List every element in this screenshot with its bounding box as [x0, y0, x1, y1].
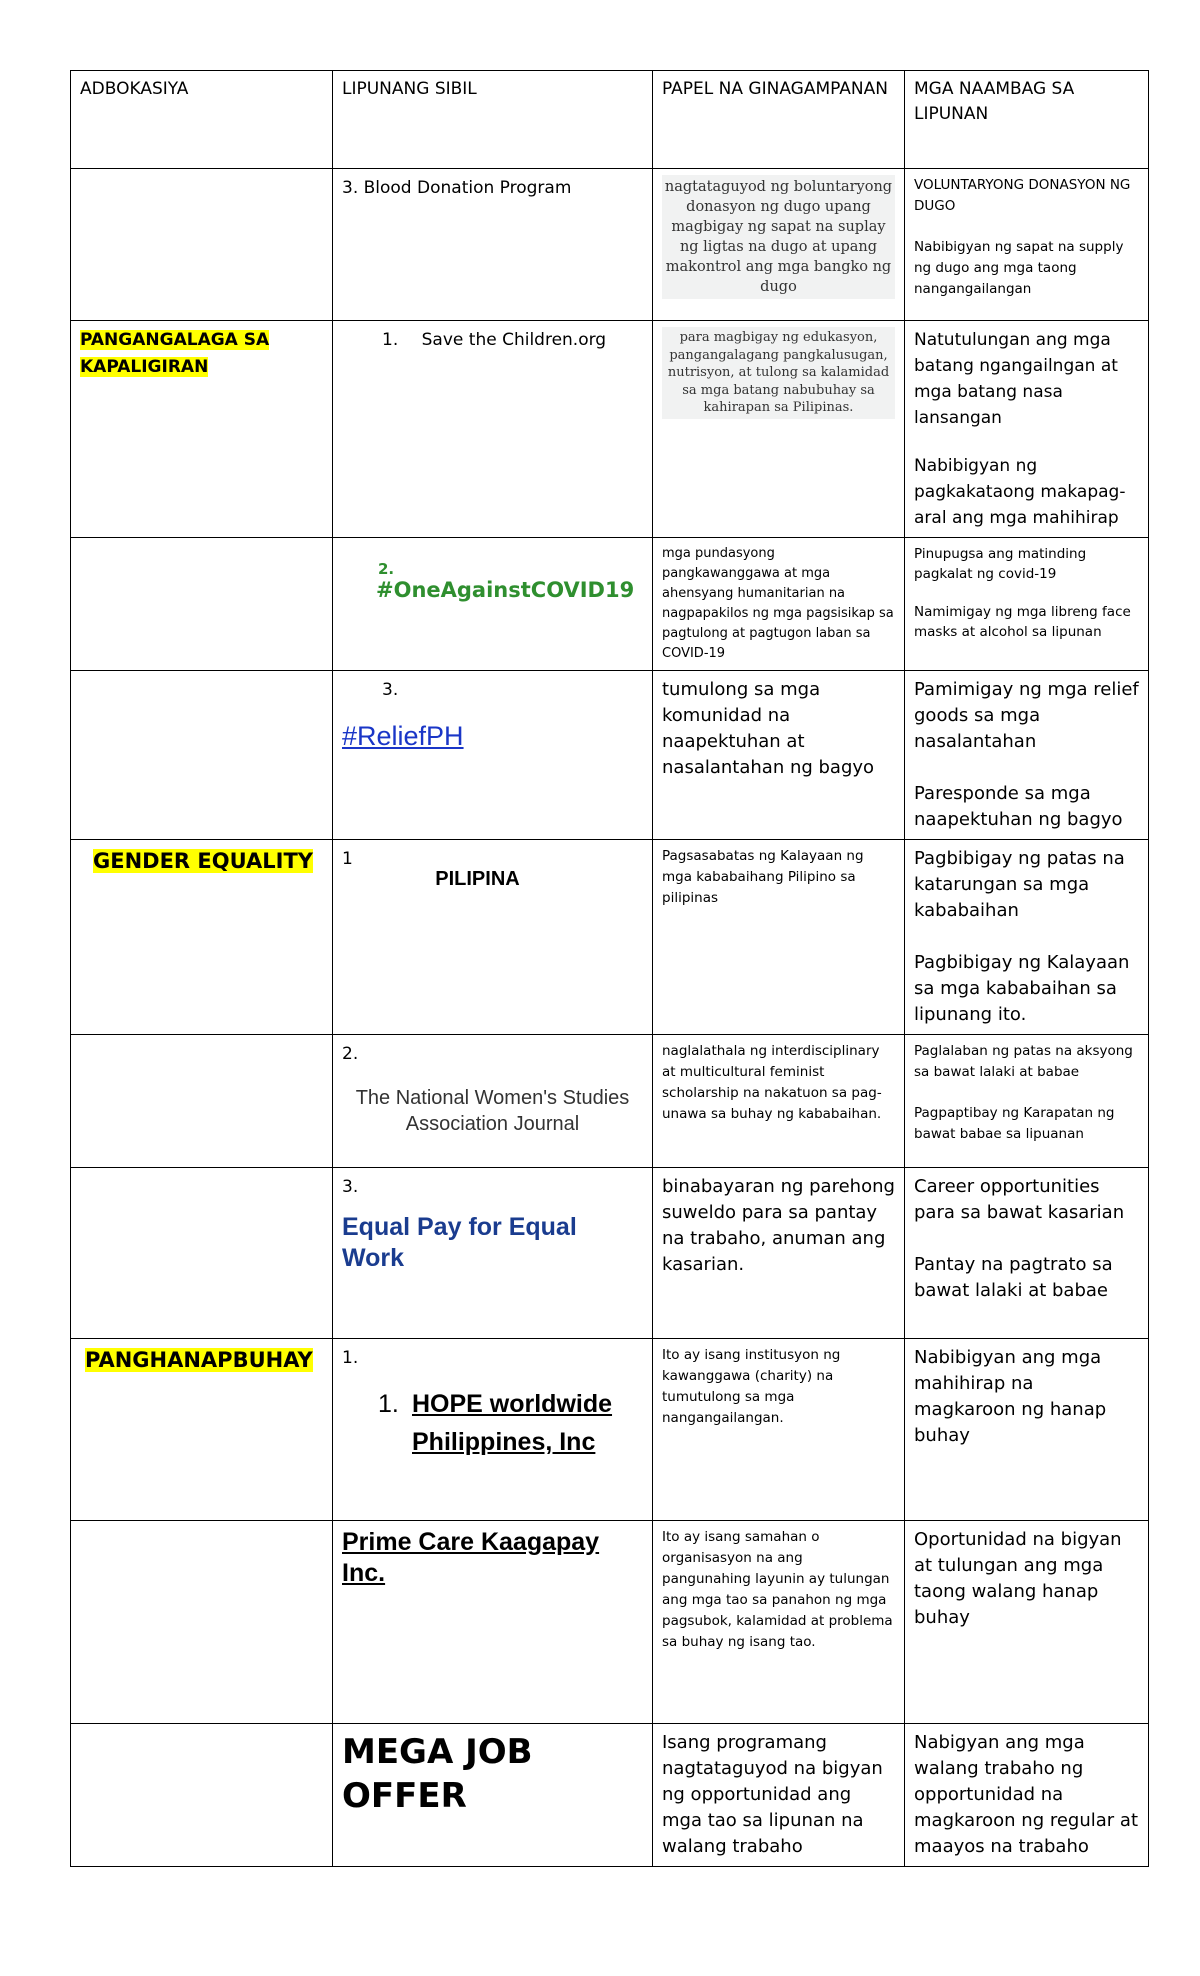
ambag-text-1: VOLUNTARYONG DONASYON NG DUGO: [914, 177, 1131, 214]
item-number: 2.: [378, 560, 395, 578]
item-number: 3.: [382, 680, 399, 700]
lipunan-cell: [333, 1521, 653, 1724]
lipunan-cell: [333, 1035, 653, 1168]
papel-cell: [653, 840, 905, 1035]
adbokasiya-cell: [71, 671, 333, 840]
table-row: [71, 671, 1149, 840]
table-row: [71, 169, 1149, 321]
ambag-cell: [905, 671, 1149, 840]
ambag-cell: [905, 169, 1149, 321]
org-name: 3. Blood Donation Program: [342, 178, 572, 198]
papel-cell: [653, 1724, 905, 1867]
ambag-text-2: Pagbibigay ng Kalayaan sa mga kababaihan sa lipunang ito.: [914, 952, 1130, 1025]
item-number: 2.: [342, 1044, 359, 1064]
ambag-text-2: Pantay na pagtrato sa bawat lalaki at babae: [914, 1254, 1113, 1301]
ambag-text-2: Nabibigyan ng sapat na supply ng dugo ang mga taong nangangailangan: [914, 239, 1124, 297]
papel-text: mga pundasyong pangkawanggawa at mga ahensyang humanitarian na nagpapakilos ng mga pagsisikap sa pagtulong at pagtugon laban sa COVID-19: [662, 546, 894, 661]
papel-cell: [653, 321, 905, 538]
ambag-text-1: Nabibigyan ang mga mahihirap na magkaroon ng hanap buhay: [914, 1347, 1107, 1446]
ambag-cell: [905, 321, 1149, 538]
adbokasiya-cell: [71, 538, 333, 671]
lipunan-cell: [333, 538, 653, 671]
item-number: 1.: [342, 1348, 359, 1368]
ambag-text-1: Paglalaban ng patas na aksyong sa bawat lalaki at babae: [914, 1043, 1133, 1080]
table-row: [71, 840, 1149, 1035]
lipunan-cell: [333, 1339, 653, 1521]
org-name: Save the Children.org: [421, 330, 607, 350]
adbokasiya-cell: [71, 169, 333, 321]
ambag-cell: [905, 840, 1149, 1035]
table-row: [71, 321, 1149, 538]
header-naambag: MGA NAAMBAG SA LIPUNAN: [905, 71, 1149, 169]
adbokasiya-cell: [71, 321, 333, 538]
ambag-text-1: Pagbibigay ng patas na katarungan sa mga kababaihan: [914, 848, 1125, 921]
papel-text: Isang programang nagtataguyod na bigyan ng opportunidad ang mga tao sa lipunan na walang trabaho: [662, 1732, 883, 1857]
papel-text: Ito ay isang institusyon ng kawanggawa (charity) na tumutulong sa mga nangangailangan.: [662, 1347, 841, 1426]
org-link[interactable]: #ReliefPH: [342, 721, 464, 751]
papel-text: nagtataguyod ng boluntaryong donasyon ng dugo upang magbigay ng sapat na suplay ng ligtas na dugo at upang makontrol ang mga bangko ng dugo: [662, 175, 895, 299]
org-name: #OneAgainstCOVID19: [376, 578, 635, 602]
lipunan-cell: [333, 671, 653, 840]
ambag-cell: [905, 1521, 1149, 1724]
adbokasiya-cell: [71, 1339, 333, 1521]
header-adbokasiya: ADBOKASIYA: [71, 71, 333, 169]
adbokasiya-cell: [71, 1168, 333, 1339]
lipunan-cell: [333, 840, 653, 1035]
papel-text: tumulong sa mga komunidad na naapektuhan at nasalantahan ng bagyo: [662, 679, 875, 778]
ambag-text-1: Pinupugsa ang matinding pagkalat ng covid-19: [914, 546, 1087, 582]
lipunan-cell: [333, 169, 653, 321]
ambag-cell: [905, 1168, 1149, 1339]
item-number: 3.: [342, 1177, 359, 1197]
org-name: The National Women's Studies Association Journal: [355, 1087, 630, 1135]
papel-cell: [653, 1168, 905, 1339]
lipunan-cell: [333, 321, 653, 538]
adbokasiya-cell: [71, 1035, 333, 1168]
header-row: [71, 71, 1149, 169]
table-row: [71, 538, 1149, 671]
ambag-cell: [905, 1035, 1149, 1168]
ambag-text-2: Nabibigyan ng pagkakataong makapag-aral ang mga mahihirap: [914, 456, 1126, 528]
papel-cell: [653, 671, 905, 840]
adbokasiya-label: PANGANGALAGA SA KAPALIGIRAN: [80, 330, 270, 377]
ambag-cell: [905, 1724, 1149, 1867]
adbokasiya-cell: [71, 1521, 333, 1724]
papel-text: para magbigay ng edukasyon, pangangalagang pangkalusugan, nutrisyon, at tulong sa kalamidad sa mga batang nabubuhay sa kahirapan sa Pilipinas.: [662, 327, 895, 419]
table-row: [71, 1339, 1149, 1521]
org-name: Equal Pay for Equal Work: [342, 1213, 577, 1272]
adbokasiya-label: GENDER EQUALITY: [93, 849, 313, 873]
ambag-text-1: Oportunidad na bigyan at tulungan ang mga taong walang hanap buhay: [914, 1529, 1122, 1628]
ambag-text-1: Career opportunities para sa bawat kasarian: [914, 1176, 1125, 1223]
adbokasiya-cell: [71, 840, 333, 1035]
ambag-text-1: Natutulungan ang mga batang ngangailngan at mga batang nasa lansangan: [914, 330, 1118, 428]
ambag-text-2: Paresponde sa mga naapektuhan ng bagyo: [914, 783, 1123, 830]
lipunan-cell: [333, 1724, 653, 1867]
table-row: [71, 1035, 1149, 1168]
papel-cell: [653, 1521, 905, 1724]
papel-text: binabayaran ng parehong suweldo para sa pantay na trabaho, anuman ang kasarian.: [662, 1176, 895, 1275]
inner-number: 1.: [378, 1390, 399, 1418]
papel-cell: [653, 169, 905, 321]
item-number: 1: [342, 849, 353, 869]
ambag-text-1: Pamimigay ng mga relief goods sa mga nasalantahan: [914, 679, 1139, 752]
org-name: HOPE worldwide Philippines, Inc: [412, 1390, 613, 1456]
table-row: [71, 1168, 1149, 1339]
header-papel: PAPEL NA GINAGAMPANAN: [653, 71, 905, 169]
ambag-text-1: Nabigyan ang mga walang trabaho ng opportunidad na magkaroon ng regular at maayos na trabaho: [914, 1732, 1138, 1857]
table-row: [71, 1724, 1149, 1867]
papel-text: Ito ay isang samahan o organisasyon na ang pangunahing layunin ay tulungan ang mga tao sa panahon ng mga pagsubok, kalamidad at problema sa buhay ng isang tao.: [662, 1529, 893, 1650]
ambag-text-2: Pagpaptibay ng Karapatan ng bawat babae sa lipuanan: [914, 1105, 1115, 1142]
papel-cell: [653, 538, 905, 671]
adbokasiya-cell: [71, 1724, 333, 1867]
ambag-cell: [905, 538, 1149, 671]
org-name: MEGA JOB OFFER: [342, 1732, 533, 1816]
ambag-cell: [905, 1339, 1149, 1521]
papel-text: Pagsasabatas ng Kalayaan ng mga kababaihang Pilipino sa pilipinas: [662, 848, 864, 906]
org-name: Prime Care Kaagapay Inc.: [342, 1528, 600, 1587]
header-lipunang-sibil: LIPUNANG SIBIL: [333, 71, 653, 169]
item-number: 1.: [382, 330, 399, 350]
ambag-text-2: Namimigay ng mga libreng face masks at alcohol sa lipunan: [914, 604, 1131, 640]
papel-cell: [653, 1339, 905, 1521]
table-row: [71, 1521, 1149, 1724]
papel-text: naglalathala ng interdisciplinary at multicultural feminist scholarship na nakatuon sa pag-unawa sa buhay ng kababaihan.: [662, 1043, 882, 1122]
advocacy-table: [70, 70, 1149, 1867]
lipunan-cell: [333, 1168, 653, 1339]
adbokasiya-label: PANGHANAPBUHAY: [85, 1348, 313, 1372]
papel-cell: [653, 1035, 905, 1168]
org-name: PILIPINA: [435, 868, 520, 890]
